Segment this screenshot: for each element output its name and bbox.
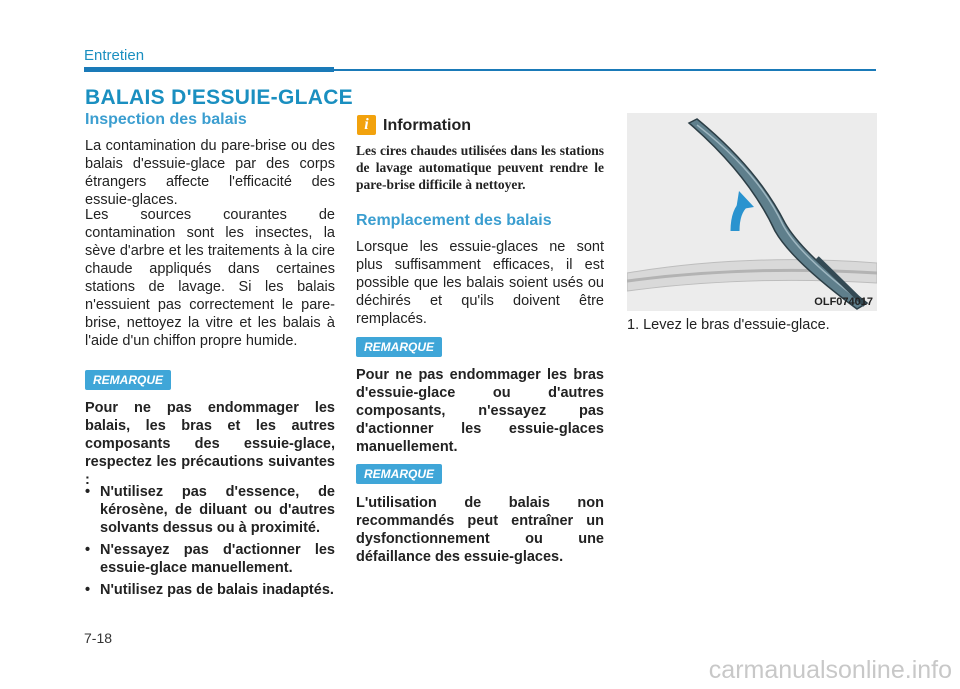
heading-inspection: Inspection des balais — [85, 111, 247, 128]
header-rule-thick — [84, 67, 334, 72]
info-text: Les cires chaudes utilisées dans les stations de lavage automatique peuvent rendre le pare-brise difficile à nettoyer. — [356, 143, 604, 192]
paragraph-contamination: La contamination du pare-brise ou des balais d'essuie-glace par des corps étrangers affecte l'efficacité des essuie-glaces. — [85, 138, 335, 208]
figure-caption: 1. Levez le bras d'essuie-glace. — [627, 317, 830, 333]
info-title: Information — [383, 117, 471, 134]
bullet-icon: • — [85, 484, 91, 500]
bullet-icon: • — [85, 542, 91, 558]
info-icon: i — [357, 115, 376, 135]
wiper-figure — [627, 113, 877, 311]
remarque-badge: REMARQUE — [356, 464, 442, 484]
bullet-icon: • — [85, 582, 91, 598]
warning-intro: Pour ne pas endommager les balais, les bras et les autres composants des essuie-glace, respectez les précautions suivantes : — [85, 400, 335, 488]
page-title: BALAIS D'ESSUIE-GLACE — [85, 86, 353, 109]
section-label: Entretien — [84, 47, 145, 64]
list-item: • N'essayez pas d'actionner les essuie-glace manuellement. — [85, 542, 335, 576]
note-unrecommended-blades: L'utilisation de balais non recommandés peut entraîner un dysfonctionnement ou une défaillance des essuie-glaces. — [356, 495, 604, 565]
heading-replacement: Remplacement des balais — [356, 212, 552, 229]
wiper-illustration — [627, 113, 877, 311]
remarque-badge: REMARQUE — [356, 337, 442, 357]
remarque-badge: REMARQUE — [85, 370, 171, 390]
note-manual-operation: Pour ne pas endommager les bras d'essuie-glace ou d'autres composants, n'essayez pas d'actionner les essuie-glaces manuellement. — [356, 367, 604, 455]
paragraph-sources: Les sources courantes de contamination sont les insectes, la sève d'arbre et les traitements à la cire chaude appliqués dans certaines stations de lavage. Si les balais n'essuient pas correctement le pare-brise, nettoyez la vitre et les balais à l'aide d'un chiffon propre humide. — [85, 207, 335, 349]
list-item: • N'utilisez pas d'essence, de kérosène, de diluant ou d'autres solvants dessus ou à proximité. — [85, 484, 335, 536]
paragraph-replacement: Lorsque les essuie-glaces ne sont plus suffisamment efficaces, il est possible que les balais soient usés ou déchirés et qu'ils doivent être remplacés. — [356, 239, 604, 327]
page-number: 7-18 — [84, 630, 113, 646]
precautions-list — [85, 483, 335, 603]
header-rule-thin — [334, 69, 876, 71]
watermark: carmanualsonline.info — [708, 656, 952, 684]
list-item: • N'utilisez pas de balais inadaptés. — [85, 582, 334, 598]
figure-code: OLF074017 — [814, 296, 873, 308]
